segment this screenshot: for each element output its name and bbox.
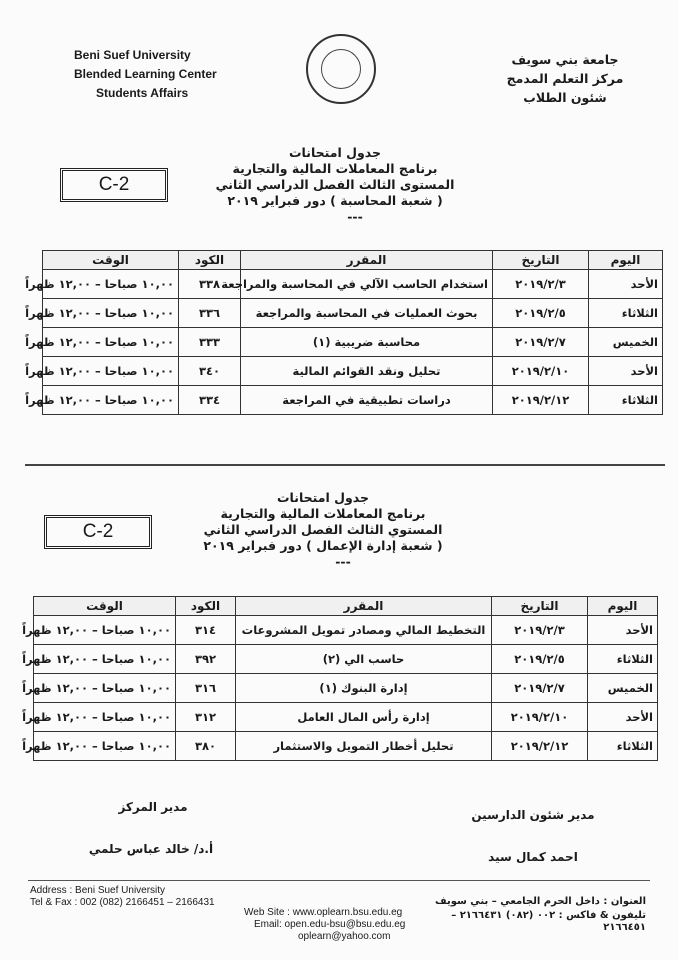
cell-course: إدارة رأس المال العامل [236, 703, 492, 732]
section-2-title-line-1: جدول امتحانات [277, 490, 369, 505]
header-ar-line-2: مركز التعلم المدمج [506, 71, 624, 86]
cell-code: ٣٣٦ [179, 299, 241, 328]
cell-course: التخطيط المالي ومصادر تمويل المشروعات [236, 616, 492, 645]
cell-time: ١٠,٠٠ صباحا – ١٢,٠٠ ظهراً [43, 299, 179, 328]
cell-time: ١٠,٠٠ صباحا – ١٢,٠٠ ظهراً [34, 616, 176, 645]
cell-course: دراسات تطبيقية في المراجعة [241, 386, 493, 415]
section-2-title-line-3: المستوي الثالث الفصل الدراسي الثاني [203, 522, 443, 537]
cell-day: الأحد [589, 357, 663, 386]
university-seal [306, 34, 376, 104]
section-2-code: C-2 [82, 521, 114, 542]
cell-course: استخدام الحاسب الآلي في المحاسبة والمراجعة [241, 270, 493, 299]
section-divider [25, 464, 665, 466]
footer-email: Email: open.edu-bsu@bsu.edu.eg [254, 919, 406, 930]
cell-day: الأحد [589, 270, 663, 299]
section-1-code: C-2 [98, 174, 130, 195]
header-ar-line-1: جامعة بني سويف [511, 52, 619, 67]
students-director-name: احمد كمال سيد [488, 850, 578, 864]
center-director-title: مدير المركز [118, 800, 188, 814]
cell-time: ١٠,٠٠ صباحا – ١٢,٠٠ ظهراً [43, 357, 179, 386]
header-day: اليوم [588, 597, 658, 616]
cell-code: ٣٨٠ [176, 732, 236, 761]
cell-date: ٢٠١٩/٢/٣ [493, 270, 589, 299]
table-row [43, 357, 663, 386]
section-2-title [188, 490, 458, 570]
footer-email-2: oplearn@yahoo.com [298, 931, 391, 942]
table-header-row [34, 597, 658, 616]
footer-address-ar: العنوان : داخل الحرم الجامعي – بني سويف [435, 896, 646, 907]
cell-day: الثلاثاء [588, 645, 658, 674]
header-code: الكود [176, 597, 236, 616]
table-row [43, 270, 663, 299]
cell-course: تحليل ونقد القوائم المالية [241, 357, 493, 386]
footer-telfax-en: Tel & Fax : 002 (082) 2166451 – 2166431 [30, 897, 215, 908]
section-1-title-line-2: برنامج المعاملات المالية والتجارية [232, 161, 438, 176]
cell-date: ٢٠١٩/٢/٥ [493, 299, 589, 328]
header-date: التاريخ [492, 597, 588, 616]
section-2-title-line-2: برنامج المعاملات المالية والتجارية [220, 506, 426, 521]
cell-date: ٢٠١٩/٢/٧ [493, 328, 589, 357]
cell-time: ١٠,٠٠ صباحا – ١٢,٠٠ ظهراً [34, 645, 176, 674]
section-1-title-line-4: ( شعبة المحاسبة ) دور فبراير ٢٠١٩ [227, 193, 443, 208]
header-course: المقرر [241, 251, 493, 270]
cell-course: تحليل أخطار التمويل والاستثمار [236, 732, 492, 761]
cell-code: ٣٣٨ [179, 270, 241, 299]
cell-day: الخميس [589, 328, 663, 357]
cell-code: ٣٤٠ [179, 357, 241, 386]
section-1-dash: --- [347, 209, 363, 224]
header-en [74, 46, 254, 103]
cell-date: ٢٠١٩/٢/٥ [492, 645, 588, 674]
cell-code: ٣٣٣ [179, 328, 241, 357]
cell-code: ٣١٢ [176, 703, 236, 732]
table-row [43, 299, 663, 328]
cell-day: الأحد [588, 703, 658, 732]
section-1-title [200, 145, 470, 225]
header-en-line-3: Students Affairs [96, 86, 189, 100]
header-ar [500, 50, 630, 107]
cell-date: ٢٠١٩/٢/١٢ [493, 386, 589, 415]
table-row [34, 616, 658, 645]
section-1-table [25, 250, 663, 415]
footer-divider [28, 880, 650, 881]
cell-day: الثلاثاء [589, 386, 663, 415]
header-ar-line-3: شئون الطلاب [523, 90, 607, 105]
cell-day: الثلاثاء [588, 732, 658, 761]
table-row [43, 386, 663, 415]
table-row [43, 328, 663, 357]
cell-time: ١٠,٠٠ صباحا – ١٢,٠٠ ظهراً [43, 328, 179, 357]
header-code: الكود [179, 251, 241, 270]
cell-time: ١٠,٠٠ صباحا – ١٢,٠٠ ظهراً [43, 386, 179, 415]
header-time: الوقت [34, 597, 176, 616]
cell-day: الثلاثاء [589, 299, 663, 328]
cell-code: ٣١٤ [176, 616, 236, 645]
header-en-line-2: Blended Learning Center [74, 67, 217, 81]
cell-time: ١٠,٠٠ صباحا – ١٢,٠٠ ظهراً [43, 270, 179, 299]
cell-date: ٢٠١٩/٢/١٠ [493, 357, 589, 386]
cell-code: ٣٣٤ [179, 386, 241, 415]
students-director-title: مدير شئون الدارسين [471, 808, 595, 822]
header-course: المقرر [236, 597, 492, 616]
cell-date: ٢٠١٩/٢/١٠ [492, 703, 588, 732]
cell-day: الأحد [588, 616, 658, 645]
cell-time: ١٠,٠٠ صباحا – ١٢,٠٠ ظهراً [34, 703, 176, 732]
table-row [34, 674, 658, 703]
cell-course: إدارة البنوك (١) [236, 674, 492, 703]
cell-time: ١٠,٠٠ صباحا – ١٢,٠٠ ظهراً [34, 732, 176, 761]
cell-course: بحوث العمليات في المحاسبة والمراجعة [241, 299, 493, 328]
section-1-title-line-1: جدول امتحانات [289, 145, 381, 160]
header-date: التاريخ [493, 251, 589, 270]
header-day: اليوم [589, 251, 663, 270]
table-header-row [43, 251, 663, 270]
cell-date: ٢٠١٩/٢/٣ [492, 616, 588, 645]
cell-course: حاسب الي (٢) [236, 645, 492, 674]
cell-course: محاسبة ضريبية (١) [241, 328, 493, 357]
center-director-name: أ.د/ خالد عباس حلمي [88, 842, 214, 856]
header-en-line-1: Beni Suef University [74, 48, 191, 62]
section-1-code-box [60, 168, 168, 202]
footer-address-en: Address : Beni Suef University [30, 885, 166, 896]
header-time: الوقت [43, 251, 179, 270]
cell-code: ٣٩٢ [176, 645, 236, 674]
section-2-title-line-4: ( شعبة إدارة الإعمال ) دور فبراير ٢٠١٩ [203, 538, 443, 553]
cell-time: ١٠,٠٠ صباحا – ١٢,٠٠ ظهراً [34, 674, 176, 703]
cell-day: الخميس [588, 674, 658, 703]
table-row [34, 645, 658, 674]
seal-emblem-icon [321, 49, 361, 89]
section-2-dash: --- [335, 554, 351, 569]
footer-website: Web Site : www.oplearn.bsu.edu.eg [244, 907, 403, 918]
footer-telfax-ar: تليفون & فاكس : ٠٠٢ (٠٨٢) ٢١٦٦٤٣١ – ٢١٦٦٤٥١ [451, 910, 646, 933]
cell-date: ٢٠١٩/٢/٧ [492, 674, 588, 703]
cell-date: ٢٠١٩/٢/١٢ [492, 732, 588, 761]
table-row [34, 703, 658, 732]
section-2-code-box [44, 515, 152, 549]
table-row [34, 732, 658, 761]
cell-code: ٣١٦ [176, 674, 236, 703]
section-2-table [22, 596, 658, 761]
section-1-title-line-3: المستوى الثالث الفصل الدراسي الثاني [215, 177, 455, 192]
